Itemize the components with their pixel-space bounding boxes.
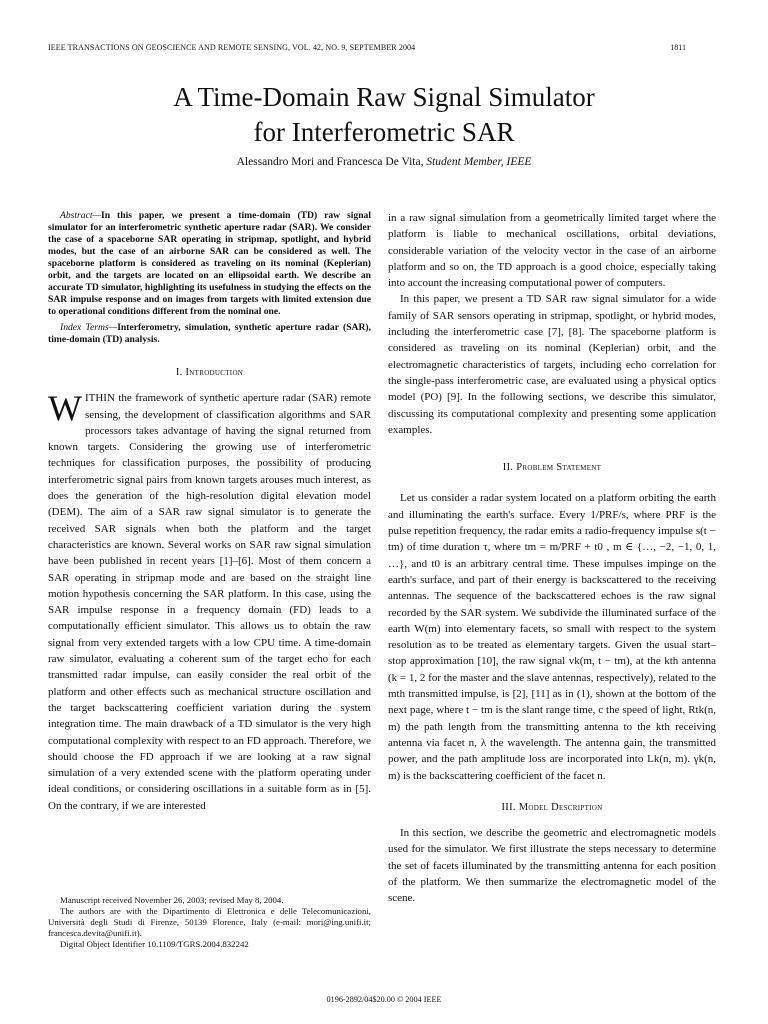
index-terms: [48, 322, 371, 346]
intro-paragraph-1-text: ITHIN the framework of synthetic aperture radar (SAR) remote sensing, the development of classification algorithms and SAR processors takes advantage of having the signal returned from known targets. Considering the growing use of interferometric techniques for classification purposes, the possibility of producing interferometric signal pairs from known targets arouses much interest, as does the generation of the high-resolution digital elevation model (DEM). The aim of a SAR raw signal simulator is to generate the received SAR signals when both the platform and the target characteristics are known. Several works on SAR raw signal simulation have been published in recent years [1]–[6]. Most of them concern a SAR operating in stripmap mode and are based on the straight line motion hypothesis concerning the SAR platform. In this case, using the SAR impulse response in a frequency domain (FD) leads to a computationally efficient simulator. This allows us to obtain the raw signal from very extended targets with a low CPU time. A time-domain raw simulator, evaluating a coherent sum of the target echo for each transmitted radar impulse, can easily consider the real orbit of the platform and other effects such as mechanical structure oscillation and the target backscattering coefficient variation during the system integration time. The main drawback of a TD simulator is the very high computational complexity with respect to an FD approach. Therefore, we should choose the FD approach if we are looking at a raw signal simulation of a very extended scene with the platform operating under ideal conditions, or considering oscillations in a suitable form as in [5]. On the contrary, if we are interested: [48, 392, 371, 812]
intro-paragraph-1: [48, 390, 371, 814]
page-number: 1811: [670, 43, 686, 52]
author-role: Student Member, IEEE: [426, 156, 532, 168]
right-column: [388, 210, 716, 907]
abstract: [48, 210, 371, 318]
author-names: Alessandro Mori and Francesca De Vita,: [236, 156, 427, 168]
copyright-line: 0196-2892/04$20.00 © 2004 IEEE: [326, 995, 442, 1004]
intro-paragraph-2: In this paper, we present a TD SAR raw signal simulator for a wide family of SAR sensors operating in stripmap, spotlight, or hybrid modes, including the interferometric case [7], [8]. The spaceborne platform is considered as traveling on its nominal (Keplerian) orbit, and the electromagnetic characteristics of targets, including echo correlation for the single-pass interferometric case, are evaluated using a physical optics model (PO) [9]. In the following sections, we describe this simulator, discussing its computational complexity and presenting some application examples.: [388, 293, 716, 436]
title-line-1: A Time-Domain Raw Signal Simulator: [173, 82, 595, 112]
footnote-affiliation: The authors are with the Dipartimento di Elettronica e delle Telecomunicazioni, Università degli Studi di Firenze, 50139 Florence, Italy (e-mail: mori@ing.unifi.it; francesca.devita@unifi.it).: [48, 906, 371, 938]
section-heading-problem-statement: II. Problem Statement: [502, 462, 602, 474]
problem-statement-paragraph: Let us consider a radar system located on a platform orbiting the earth and illuminating the earth's surface. Every 1/PRF/s, where PRF is the pulse repetition frequency, the radar emits a radio-frequency impulse s(t − tm) of time duration τ, where tm = m/PRF + t0 , m ∈ {…, −2, −1, 0, 1, …}, and t0 is an arbitrary central time. These impulses impinge on the earth's surface, and part of their energy is backscattered to the receiving antennas. The sequence of the backscattered echoes is the raw signal recorded by the SAR system. We subdivide the illuminated surface of the earth W(m) into elementary facets, so small with respect to the system resolution as to be treated as elementary targets. Given the usual start–stop approximation [10], the raw signal vk(m, t − tm), at the kth antenna (k = 1, 2 for the master and the slave antennas, respectively), related to the mth transmitted impulse, is [2], [11] as in (1), shown at the bottom of the next page, where t − tm is the slant range time, c the speed of light, Rtk(n, m) the path length from the transmitting antenna to the kth receiving antenna via facet n, λ the wavelength. The antenna gain, the transmitted power, and the path amplitude loss are incorporated into Lk(n, m). γk(n, m) is the backscattering coefficient of the facet n.: [388, 492, 716, 782]
footnotes: [48, 895, 371, 950]
section-heading-introduction: I. Introduction: [175, 367, 244, 378]
intro-paragraph-1-continued: in a raw signal simulation from a geometrically limited target where the platform is liable to mechanical oscillations, orbital deviations, considerable variation of the velocity vector in the case of an airborne platform and so on, the TD approach is a good choice, especially taking into account the increasing computational power of computers.: [388, 212, 716, 290]
paper-title: [0, 80, 768, 150]
model-description-paragraph: In this section, we describe the geometric and electromagnetic models used for the simulator. We first illustrate the steps necessary to determine the set of facets illuminated by the transmitting antenna for each position of the platform. We then summarize the electromagnetic model of the scene.: [388, 827, 716, 905]
index-terms-lead: Index Terms—: [60, 322, 118, 333]
section-heading-model-description: III. Model Description: [501, 801, 603, 813]
abstract-text: In this paper, we present a time-domain (TD) raw signal simulator for an interferometric synthetic aperture radar (SAR). We consider the case of a spaceborne SAR operating in stripmap, spotlight, and hybrid modes, but the case of an airborne SAR can be considered as well. The spaceborne platform is considered as traveling on its nominal (Keplerian) orbit, and the targets are located on an ellipsoidal earth. We describe an accurate TD simulator, highlighting its usefulness in studying the effects on the SAR impulse response and on images from targets with limited extension due to operational conditions different from the nominal one.: [48, 210, 371, 317]
title-line-2: for Interferometric SAR: [253, 117, 515, 147]
footnote-received: Manuscript received November 26, 2003; revised May 8, 2004.: [60, 895, 284, 905]
drop-cap: W: [48, 388, 82, 429]
footnote-doi: Digital Object Identifier 10.1109/TGRS.2004.832242: [60, 939, 249, 949]
running-header: IEEE TRANSACTIONS ON GEOSCIENCE AND REMOTE SENSING, VOL. 42, NO. 9, SEPTEMBER 2004: [48, 43, 416, 52]
left-column: [48, 210, 371, 814]
author-line: [0, 156, 768, 168]
abstract-lead: Abstract—: [60, 210, 102, 221]
index-terms-text: Interferometry, simulation, synthetic aperture radar (SAR), time-domain (TD) analysis.: [48, 322, 371, 345]
